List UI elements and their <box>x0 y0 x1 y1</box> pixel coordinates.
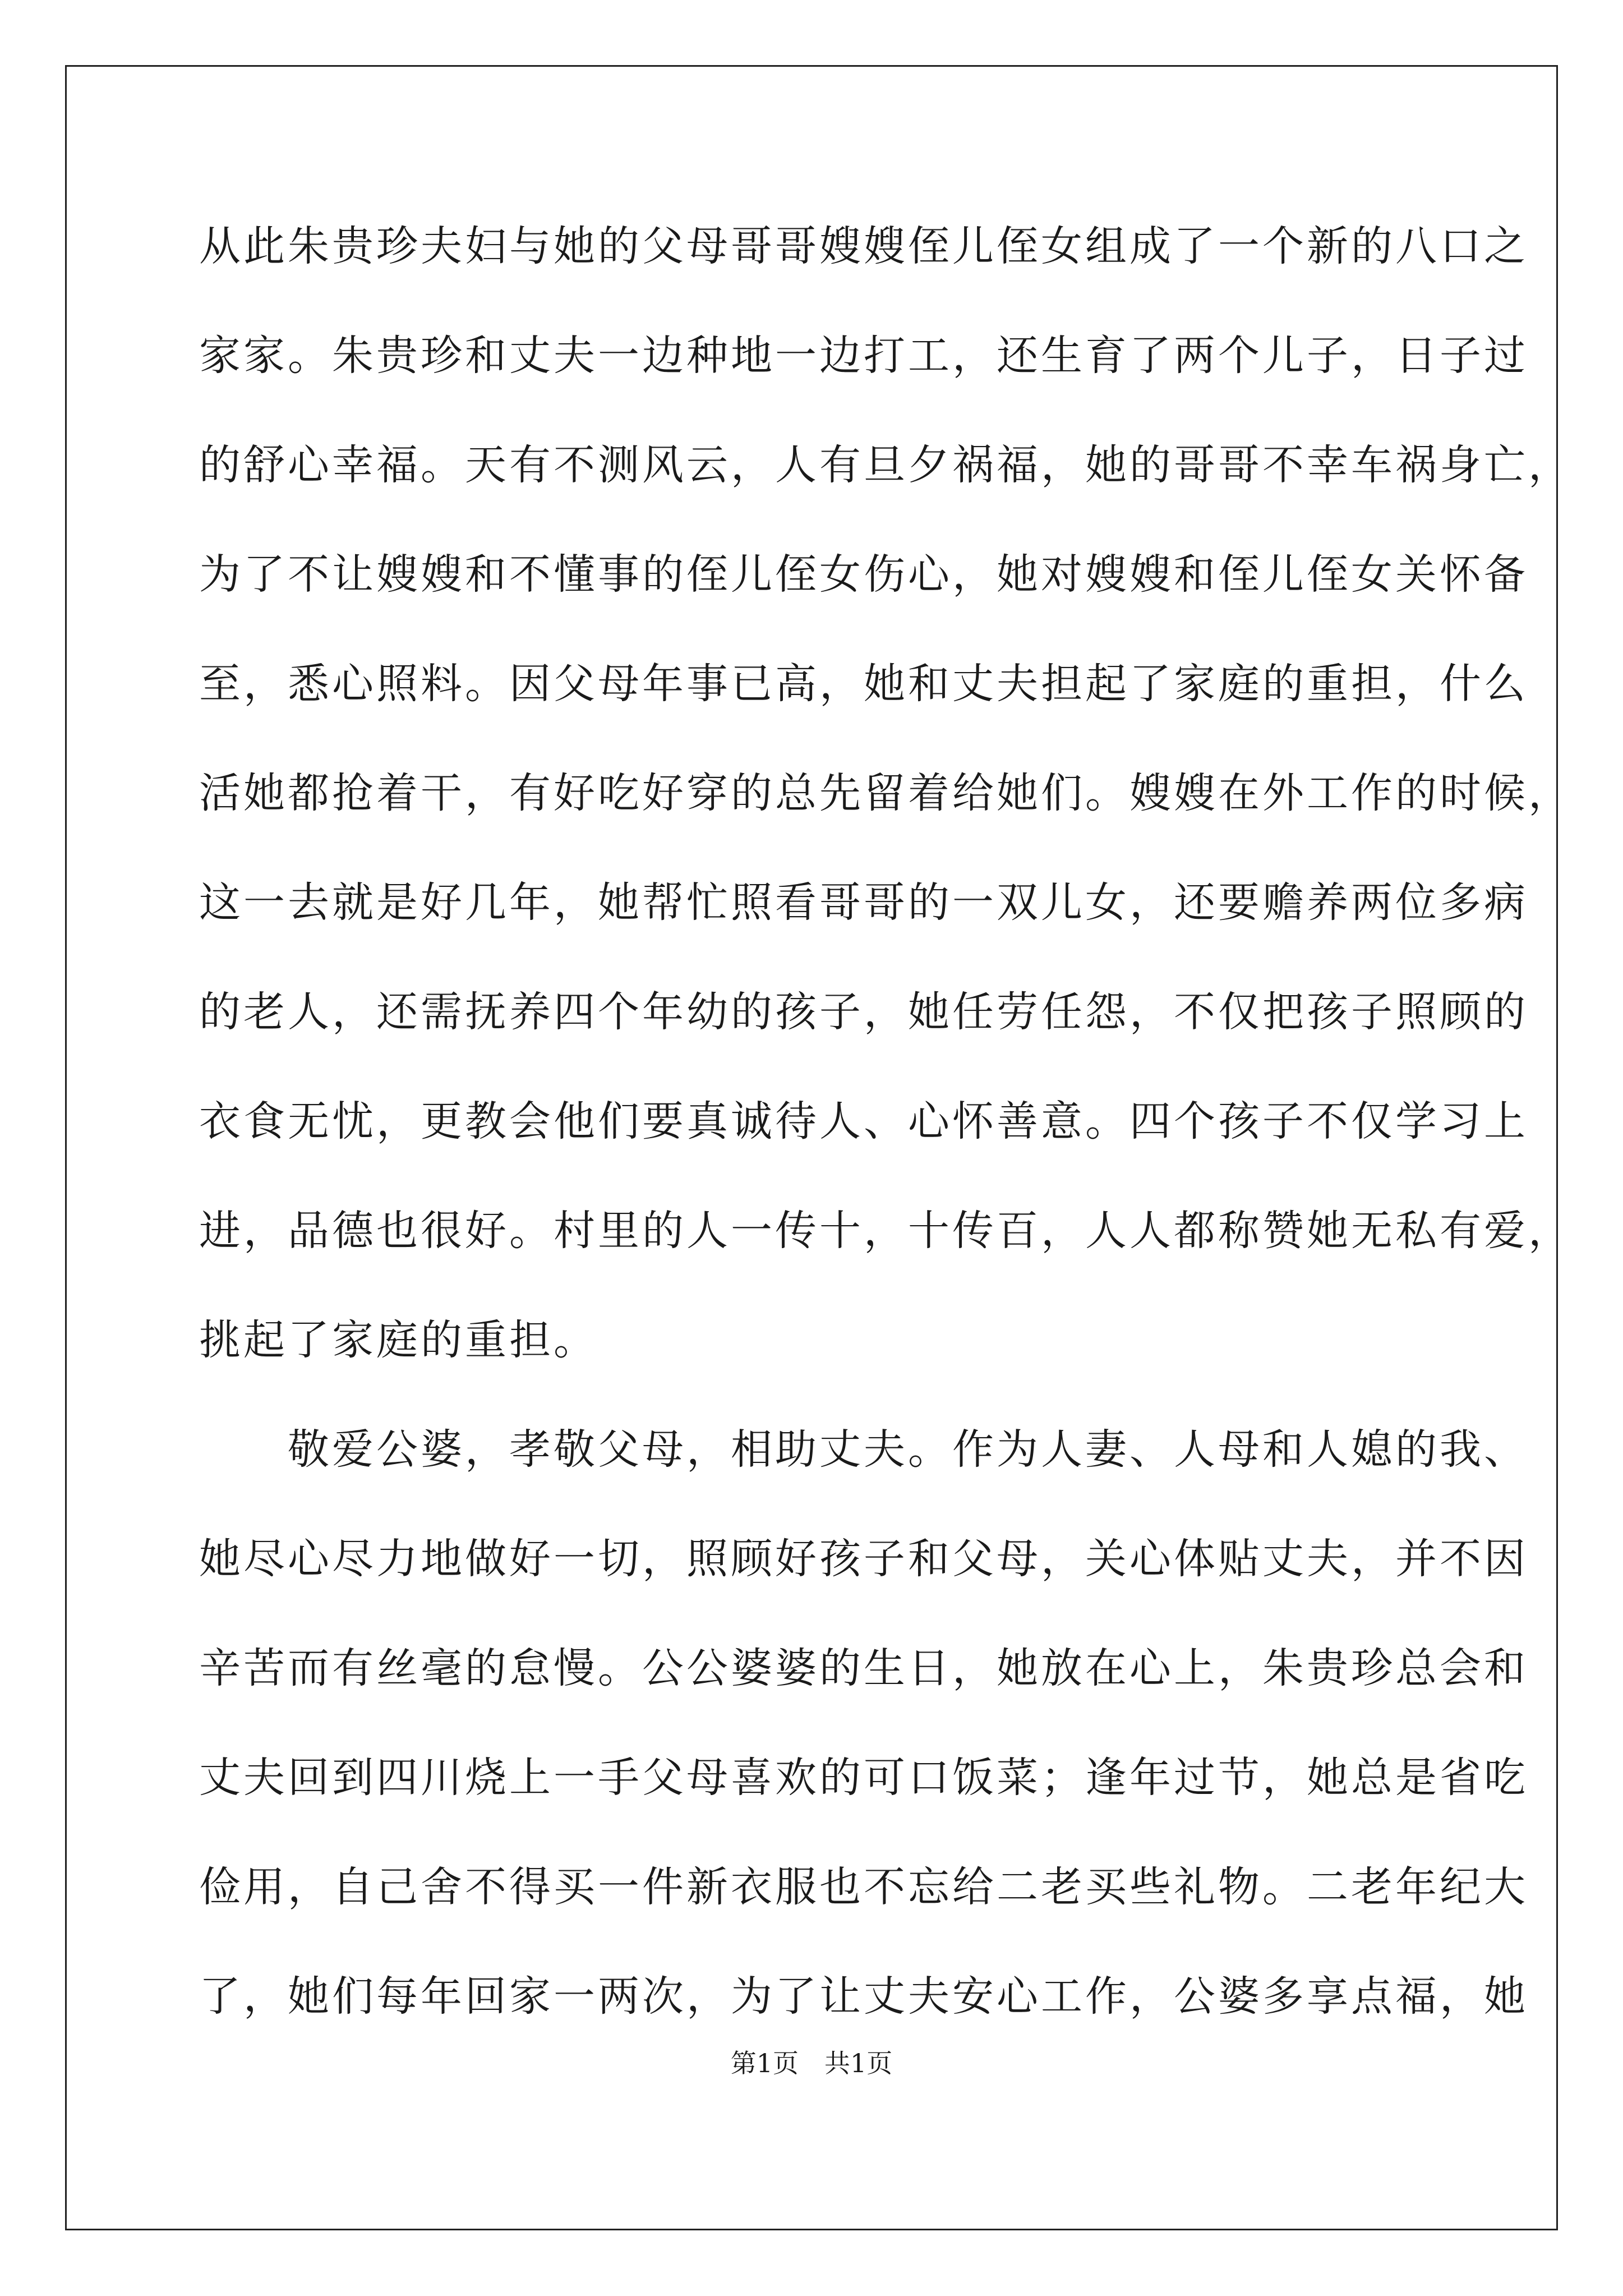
text-line: 进，品德也很好。村里的人一传十，十传百，人人都称赞她无私有爱， <box>199 1207 1573 1255</box>
page-number: 第1页 <box>730 2048 799 2078</box>
page-footer <box>0 2050 1623 2076</box>
text-line: 了，她们每年回家一两次，为了让丈夫安心工作，公婆多享点福，她 <box>199 1972 1528 2021</box>
text-line: 衣食无忧，更教会他们要真诚待人、心怀善意。四个孩子不仅学习上 <box>199 1097 1528 1145</box>
text-line: 敬爱公婆，孝敬父母，相助丈夫。作为人妻、人母和人媳的我、 <box>199 1425 1528 1474</box>
text-line: 的老人，还需抚养四个年幼的孩子，她任劳任怨，不仅把孩子照顾的 <box>199 988 1528 1036</box>
text-line: 家家。朱贵珍和丈夫一边种地一边打工，还生育了两个儿子，日子过 <box>199 332 1528 380</box>
text-line: 至，悉心照料。因父母年事已高，她和丈夫担起了家庭的重担，什么 <box>199 660 1528 708</box>
text-line: 她尽心尽力地做好一切，照顾好孩子和父母，关心体贴丈夫，并不因 <box>199 1535 1528 1583</box>
text-line: 的舒心幸福。天有不测风云，人有旦夕祸福，她的哥哥不幸车祸身亡， <box>199 441 1573 489</box>
text-line: 挑起了家庭的重担。 <box>199 1316 598 1364</box>
text-line: 从此朱贵珍夫妇与她的父母哥哥嫂嫂侄儿侄女组成了一个新的八口之 <box>199 222 1528 270</box>
text-line: 活她都抢着干，有好吃好穿的总先留着给她们。嫂嫂在外工作的时候， <box>199 769 1573 817</box>
page-total: 共1页 <box>824 2048 893 2078</box>
text-line: 丈夫回到四川烧上一手父母喜欢的可口饭菜；逢年过节，她总是省吃 <box>199 1754 1528 1802</box>
text-line: 辛苦而有丝毫的怠慢。公公婆婆的生日，她放在心上，朱贵珍总会和 <box>199 1644 1528 1692</box>
text-line: 为了不让嫂嫂和不懂事的侄儿侄女伤心，她对嫂嫂和侄儿侄女关怀备 <box>199 550 1528 599</box>
text-line: 俭用，自己舍不得买一件新衣服也不忘给二老买些礼物。二老年纪大 <box>199 1863 1528 1911</box>
text-line: 这一去就是好几年，她帮忙照看哥哥的一双儿女，还要赡养两位多病 <box>199 878 1528 927</box>
